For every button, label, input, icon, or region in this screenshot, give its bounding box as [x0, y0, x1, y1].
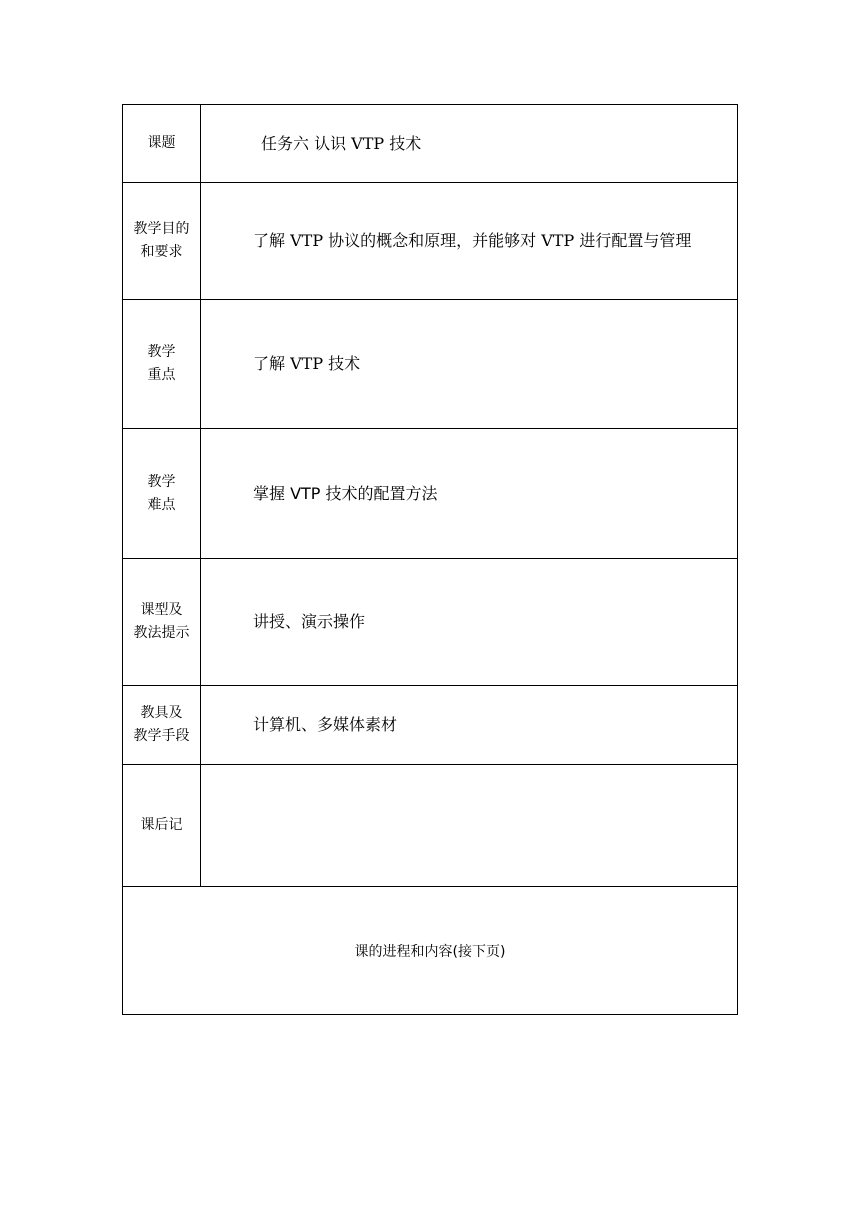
teaching-aids-label-cell — [123, 686, 201, 765]
lesson-plan-table — [122, 104, 738, 1015]
topic-label-cell — [123, 105, 201, 183]
teaching-method-label-cell — [123, 559, 201, 686]
teaching-aids-content: 计算机、多媒体素材 — [201, 686, 738, 765]
topic-content: 任务六 认识 VTP 技术 — [201, 105, 738, 183]
difficulties-label-cell — [123, 429, 201, 559]
teaching-aids-label: 教具及 教学手段 — [133, 705, 190, 744]
teaching-method-label: 课型及 教法提示 — [133, 602, 190, 641]
table-row-difficulties — [123, 429, 738, 559]
key-points-label: 教学 重点 — [147, 344, 176, 383]
table-row-teaching-method — [123, 559, 738, 686]
after-class-notes-content — [201, 765, 738, 887]
objectives-label: 教学目的 和要求 — [133, 221, 190, 260]
after-class-notes-label-cell — [123, 765, 201, 887]
lesson-process-note: 课的进程和内容(接下页) — [123, 887, 738, 1015]
difficulties-label: 教学 难点 — [147, 473, 176, 513]
table-row-footer — [123, 887, 738, 1015]
difficulties-content: 掌握 VTP 技术的配置方法 — [201, 429, 738, 559]
table-row-key-points — [123, 300, 738, 429]
table-row-objectives — [123, 183, 738, 300]
teaching-method-content: 讲授、演示操作 — [201, 559, 738, 686]
topic-label: 课题 — [147, 135, 176, 151]
table-row-teaching-aids — [123, 686, 738, 765]
key-points-label-cell — [123, 300, 201, 429]
table-row-after-class-notes — [123, 765, 738, 887]
objectives-label-cell — [123, 183, 201, 300]
after-class-notes-label: 课后记 — [140, 817, 183, 833]
table-row-topic — [123, 105, 738, 183]
key-points-content: 了解 VTP 技术 — [201, 300, 738, 429]
objectives-content: 了解 VTP 协议的概念和原理，并能够对 VTP 进行配置与管理 — [201, 183, 738, 300]
